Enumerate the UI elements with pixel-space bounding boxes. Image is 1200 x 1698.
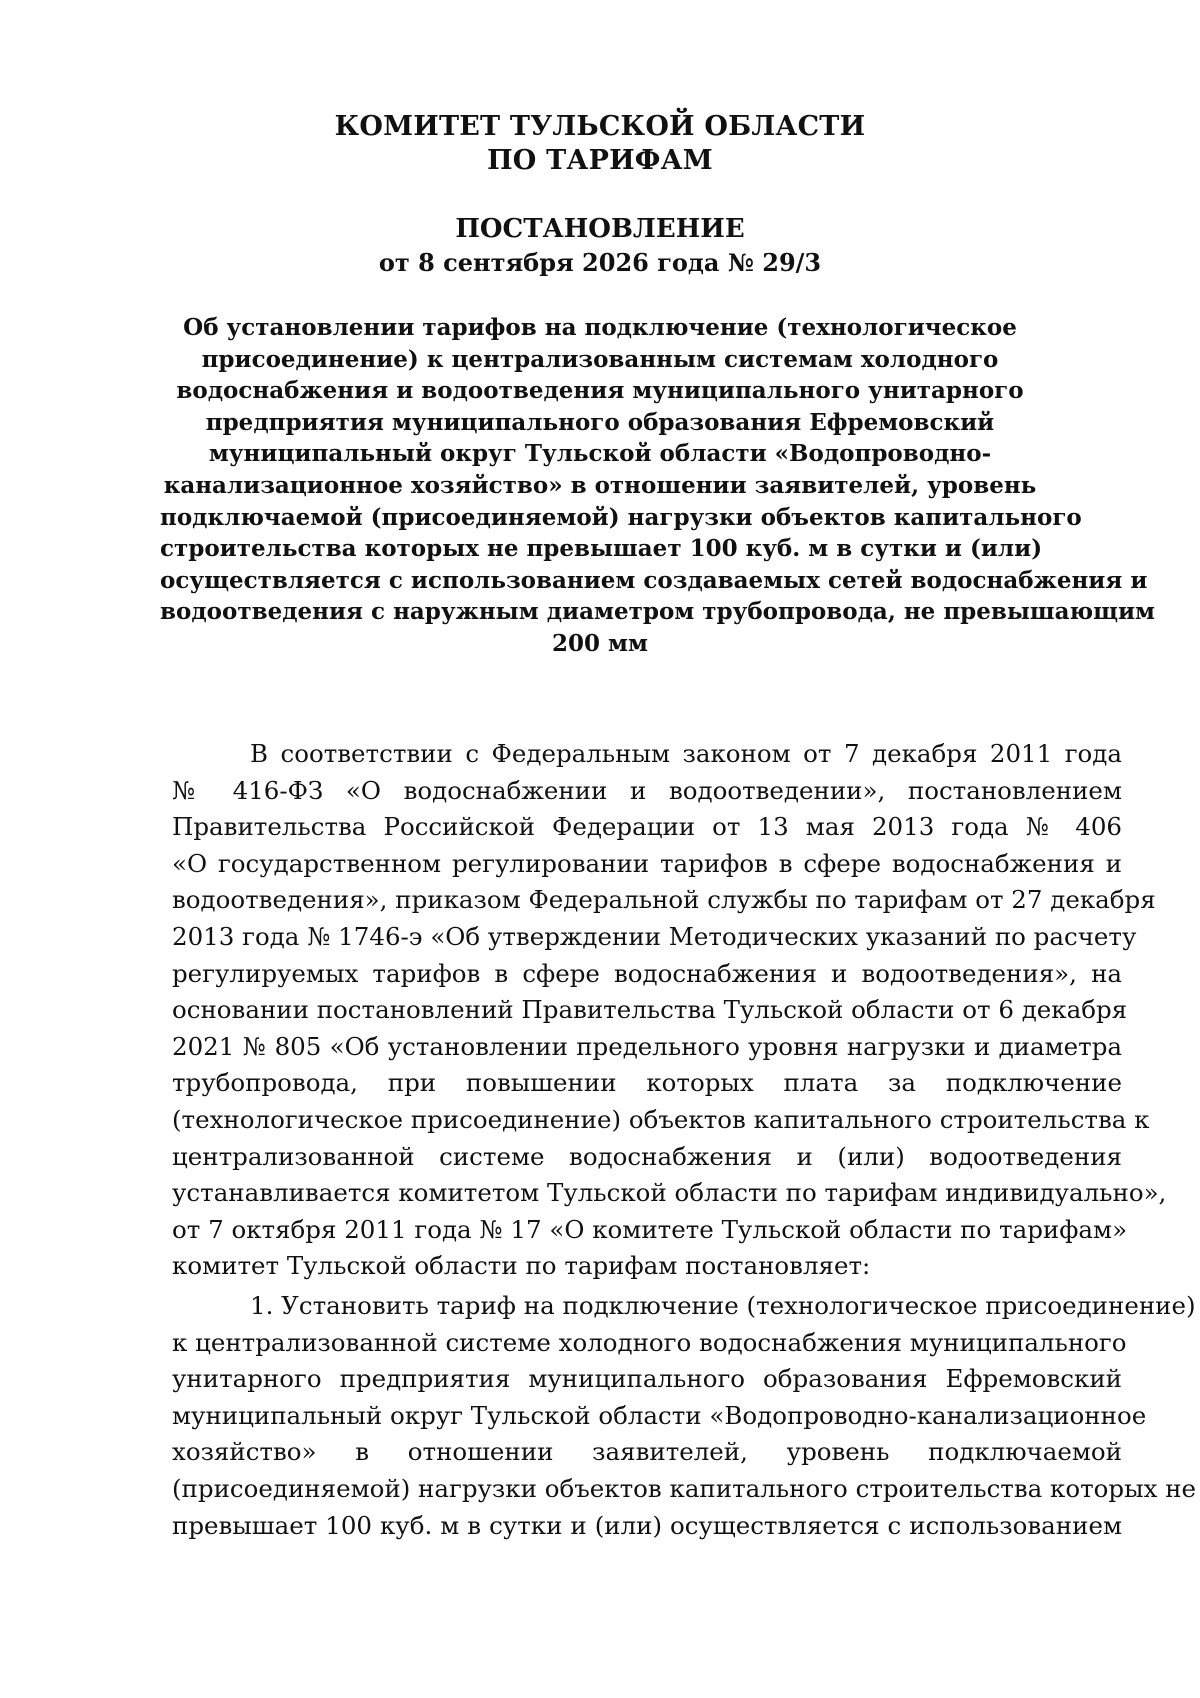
authority-line-2: ПО ТАРИФАМ (487, 145, 713, 176)
paragraph-line: от 7 октября 2011 года № 17 «О комитете Тульской области по тарифам» (172, 1214, 1128, 1244)
subject-line: 200 мм (552, 629, 648, 657)
subject-line: осуществляется с использованием создаваемых сетей водоснабжения и (160, 566, 1148, 594)
subject-line: водоотведения с наружным диаметром трубопровода, не превышающим (160, 598, 1156, 626)
paragraph-line: 2021 № 805 «Об установлении предельного уровня нагрузки и диаметра (172, 1031, 1122, 1061)
subject-line: канализационное хозяйство» в отношении заявителей, уровень (163, 471, 1037, 499)
paragraph-line: «О государственном регулировании тарифов в сфере водоснабжения и (172, 848, 1122, 878)
paragraph-line: комитет Тульской области по тарифам постановляет: (172, 1251, 871, 1281)
document-type: ПОСТАНОВЛЕНИЕ (455, 214, 745, 244)
clause-1-paragraph (172, 1288, 1197, 1544)
paragraph-line: 2013 года № 1746-э «Об утверждении Методических указаний по расчету (172, 921, 1137, 951)
paragraph-line: трубопровода, при повышении которых плата за подключение (172, 1068, 1122, 1098)
paragraph-line: Правительства Российской Федерации от 13 мая 2013 года № 406 (172, 812, 1122, 842)
paragraph-line: основании постановлений Правительства Тульской области от 6 декабря (172, 995, 1128, 1025)
authority-line-1: КОМИТЕТ ТУЛЬСКОЙ ОБЛАСТИ (334, 111, 866, 142)
paragraph-line: централизованной системе водоснабжения и (или) водоотведения (172, 1141, 1122, 1171)
paragraph-line: к централизованной системе холодного водоснабжения муниципального (172, 1327, 1127, 1357)
paragraph-line: устанавливается комитетом Тульской области по тарифам индивидуально», (172, 1178, 1167, 1208)
subject-line: подключаемой (присоединяемой) нагрузки объектов капитального (160, 503, 1082, 531)
issuing-authority (0, 110, 1200, 178)
paragraph-line: № 416-ФЗ «О водоснабжении и водоотведении», постановлением (172, 775, 1122, 805)
paragraph-line: водоотведения», приказом Федеральной службы по тарифам от 27 декабря (172, 885, 1156, 915)
subject-line: строительства которых не превышает 100 куб. м в сутки и (или) (160, 535, 1043, 563)
subject-line: Об установлении тарифов на подключение (технологическое (183, 314, 1017, 341)
preamble-paragraph (172, 736, 1167, 1285)
subject-line: муниципальный округ Тульской области «Водопроводно- (208, 440, 992, 468)
paragraph-line: регулируемых тарифов в сфере водоснабжения и водоотведения», на (172, 958, 1122, 988)
subject-line: водоснабжения и водоотведения муниципального унитарного (176, 377, 1024, 405)
paragraph-line: превышает 100 куб. м в сутки и (или) осуществляется с использованием (172, 1510, 1122, 1540)
subject-line: предприятия муниципального образования Ефремовский (205, 408, 995, 436)
document-date-number: от 8 сентября 2026 года № 29/3 (378, 248, 822, 277)
paragraph-line: (технологическое присоединение) объектов капитального строительства к (172, 1104, 1150, 1134)
paragraph-line: муниципальный округ Тульской области «Водопроводно-канализационное (172, 1400, 1147, 1430)
paragraph-line: 1. Установить тариф на подключение (технологическое присоединение) (250, 1291, 1196, 1320)
document-subject (160, 312, 1156, 660)
subject-line: присоединение) к централизованным системам холодного (201, 345, 999, 373)
paragraph-line: унитарного предприятия муниципального образования Ефремовский (172, 1364, 1122, 1394)
paragraph-line: В соответствии с Федеральным законом от 7 декабря 2011 года (250, 739, 1122, 768)
paragraph-line: хозяйство» в отношении заявителей, уровень подключаемой (172, 1437, 1122, 1467)
paragraph-line: (присоединяемой) нагрузки объектов капитального строительства которых не (172, 1473, 1197, 1503)
